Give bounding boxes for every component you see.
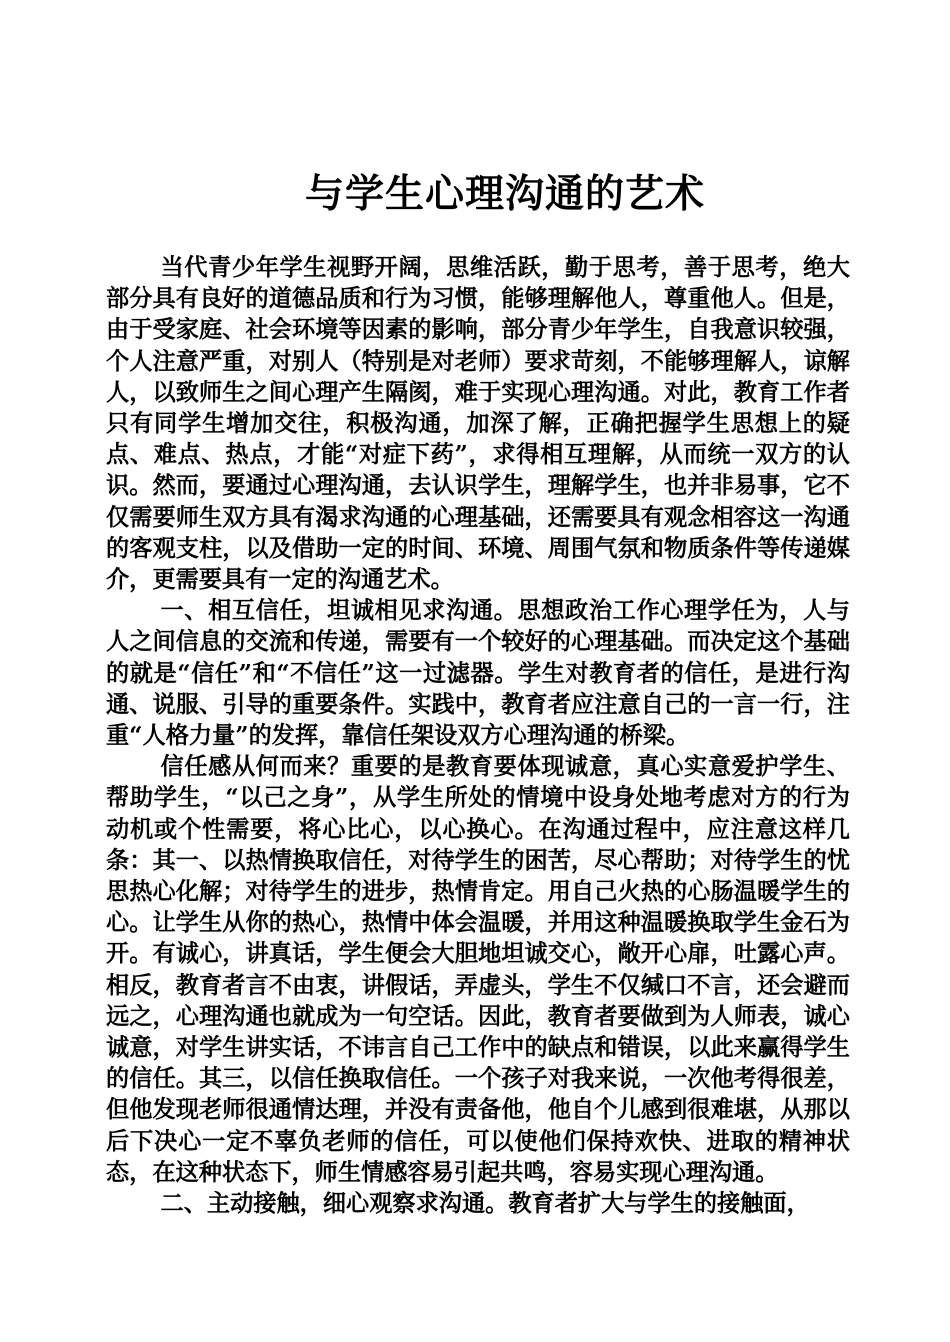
article-body bbox=[106, 252, 850, 1219]
paragraph-section-1: 一、相互信任，坦诚相见求沟通。思想政治工作心理学任为，人与人之间信息的交流和传递，需要有一个较好的心理基础。而决定这个基础的就是“信任”和“不信任”这一过滤器。学生对教育者的信任，是进行沟通、说服、引导的重要条件。实践中，教育者应注意自己的一言一行，注重“人格力量”的发挥，靠信任架设双方心理沟通的桥梁。 bbox=[106, 597, 850, 750]
paragraph-section-2: 二、主动接触，细心观察求沟通。教育者扩大与学生的接触面， bbox=[160, 1190, 810, 1218]
paragraph-trust: 信任感从何而来？重要的是教育要体现诚意，真心实意爱护学生、帮助学生，“以己之身”，从学生所处的情境中设身处地考虑对方的行为动机或个性需要，将心比心，以心换心。在沟通过程中，应注意这样几条：其一、以热情换取信任，对待学生的困苦，尽心帮助；对待学生的忧思热心化解；对待学生的进步，热情肯定。用自己火热的心肠温暖学生的心。让学生从你的热心，热情中体会温暖，并用这种温暖换取学生金石为开。有诚心，讲真话，学生便会大胆地坦诚交心，敞开心扉，吐露心声。相反，教育者言不由衷，讲假话，弄虚头，学生不仅缄口不言，还会避而远之，心理沟通也就成为一句空话。因此，教育者要做到为人师表，诚心诚意，对学生讲实话，不讳言自己工作中的缺点和错误，以此来赢得学生的信任。其三，以信任换取信任。一个孩子对我来说，一次他考得很差，但他发现老师很通情达理，并没有责备他，他自个儿感到很难堪，从那以后下决心一定不辜负老师的信任，可以使他们保持欢快、进取的精神状态，在这种状态下，师生情感容易引起共鸣，容易实现心理沟通。 bbox=[106, 753, 850, 1186]
page-title: 与学生心理沟通的艺术 bbox=[304, 171, 705, 218]
paragraph-intro: 当代青少年学生视野开阔，思维活跃，勤于思考，善于思考，绝大部分具有良好的道德品质和行为习惯，能够理解他人，尊重他人。但是，由于受家庭、社会环境等因素的影响，部分青少年学生，自我意识较强，个人注意严重，对别人（特别是对老师）要求苛刻，不能够理解人，谅解人，以致师生之间心理产生隔阂，难于实现心理沟通。对此，教育工作者只有同学生增加交往，积极沟通，加深了解，正确把握学生思想上的疑点、难点、热点，才能“对症下药”，求得相互理解，从而统一双方的认识。然而，要通过心理沟通，去认识学生，理解学生，也并非易事，它不仅需要师生双方具有渴求沟通的心理基础，还需要具有观念相容这一沟通的客观支柱，以及借助一定的时间、环境、周围气氛和物质条件等传递媒介，更需要具有一定的沟通艺术。 bbox=[106, 254, 850, 594]
